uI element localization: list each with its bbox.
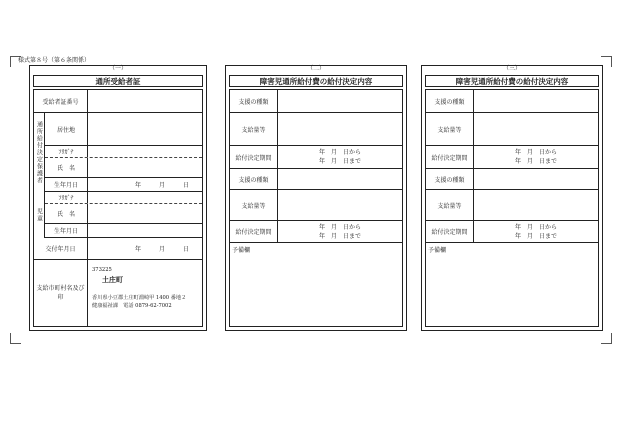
period-to: 年 月 日まで [318,232,361,240]
label-child-name: 氏 名 [45,204,88,223]
row-service-type-1 [426,90,598,113]
label-issuer: 支給市町村名及び印 [34,260,88,326]
period-from: 年 月 日から [514,223,557,231]
row-period-1 [426,146,598,169]
panel-recipient-certificate [29,65,207,331]
row-service-type-2 [230,169,402,190]
row-period-2 [230,221,402,243]
row-child-name [45,204,202,224]
period-range-1 [278,146,402,168]
period-range-2 [474,221,598,242]
label-address: 居住地 [45,113,88,145]
row-guardian-address [45,113,202,146]
label-service-type: 支援の種類 [230,90,278,112]
label-cert-number: 受給者証番号 [34,90,88,112]
form-number: 様式第８号（第６条関係） [18,57,91,64]
row-amount-1 [230,113,402,146]
period-range-1 [474,146,598,168]
row-period-2 [426,221,598,243]
label-kana: ﾌﾘｶﾞﾅ [45,146,88,157]
panel-title: 障害児通所給付費の給付決定内容 [425,75,599,87]
row-child-birth [45,224,202,238]
crop-mark-bottom-left [10,333,21,344]
label-period: 給付決定期間 [230,221,278,242]
label-amount: 支給量等 [230,190,278,220]
label-service-type: 支援の種類 [230,169,278,189]
period-from: 年 月 日から [318,149,361,156]
label-child-kana: ﾌﾘｶﾞﾅ [45,192,88,203]
period-from: 年 月 日から [318,223,361,231]
label-issue-date: 交付年月日 [34,238,88,259]
birth-date-placeholder: 年 月 日 [135,182,196,189]
panel-title: 通所受給者証 [33,75,203,87]
label-amount: 支給量等 [426,190,474,220]
label-service-type: 支援の種類 [426,90,474,112]
panel-number: （一） [108,65,127,72]
period-to: 年 月 日まで [514,158,557,165]
panel-body [425,89,599,327]
row-guardian-kana [45,146,202,158]
period-to: 年 月 日まで [514,232,557,240]
panel-title: 障害児通所給付費の給付決定内容 [229,75,403,87]
municipal-code: 373225 [92,267,112,273]
row-guardian-birth [45,178,202,192]
label-amount: 支給量等 [230,113,278,145]
label-amount: 支給量等 [426,113,474,145]
panel-body [33,89,203,327]
label-period: 給付決定期間 [230,146,278,168]
period-from: 年 月 日から [514,149,557,156]
label-note: 予備欄 [232,247,251,254]
label-child-birth: 生年月日 [45,224,88,237]
issuer-address: 香川県小豆郡土庄町淵崎甲 1400 番地２ [92,295,187,301]
panel-benefit-decision-3 [421,65,603,331]
label-birth: 生年月日 [45,178,88,191]
row-issuer [34,260,202,326]
row-issue-date [34,238,202,260]
town-name: 土庄町 [102,275,123,284]
label-period: 給付決定期間 [426,146,474,168]
row-amount-2 [426,190,598,221]
label-name: 氏 名 [45,158,88,177]
row-cert-number [34,90,202,113]
period-range-2 [278,221,402,242]
panel-number: （二） [306,65,325,72]
label-period: 給付決定期間 [426,221,474,242]
row-guardian-name [45,158,202,178]
row-service-type-2 [426,169,598,190]
panel-body [229,89,403,327]
row-amount-2 [230,190,402,221]
label-guardian-vertical: 通所給付決定保護者 [34,113,45,192]
row-period-1 [230,146,402,169]
row-amount-1 [426,113,598,146]
issue-date-placeholder: 年 月 日 [135,246,196,253]
row-child-kana [45,192,202,204]
label-child-vertical: 児童 [34,192,45,238]
label-service-type: 支援の種類 [426,169,474,189]
crop-mark-bottom-right [601,333,612,344]
period-to: 年 月 日まで [318,158,361,165]
row-service-type-1 [230,90,402,113]
issuer-contact: 健康福祉課 電話 0879-62-7002 [92,303,172,309]
panel-benefit-decision-2 [225,65,407,331]
label-note: 予備欄 [428,247,447,254]
panel-number: （三） [502,65,521,72]
